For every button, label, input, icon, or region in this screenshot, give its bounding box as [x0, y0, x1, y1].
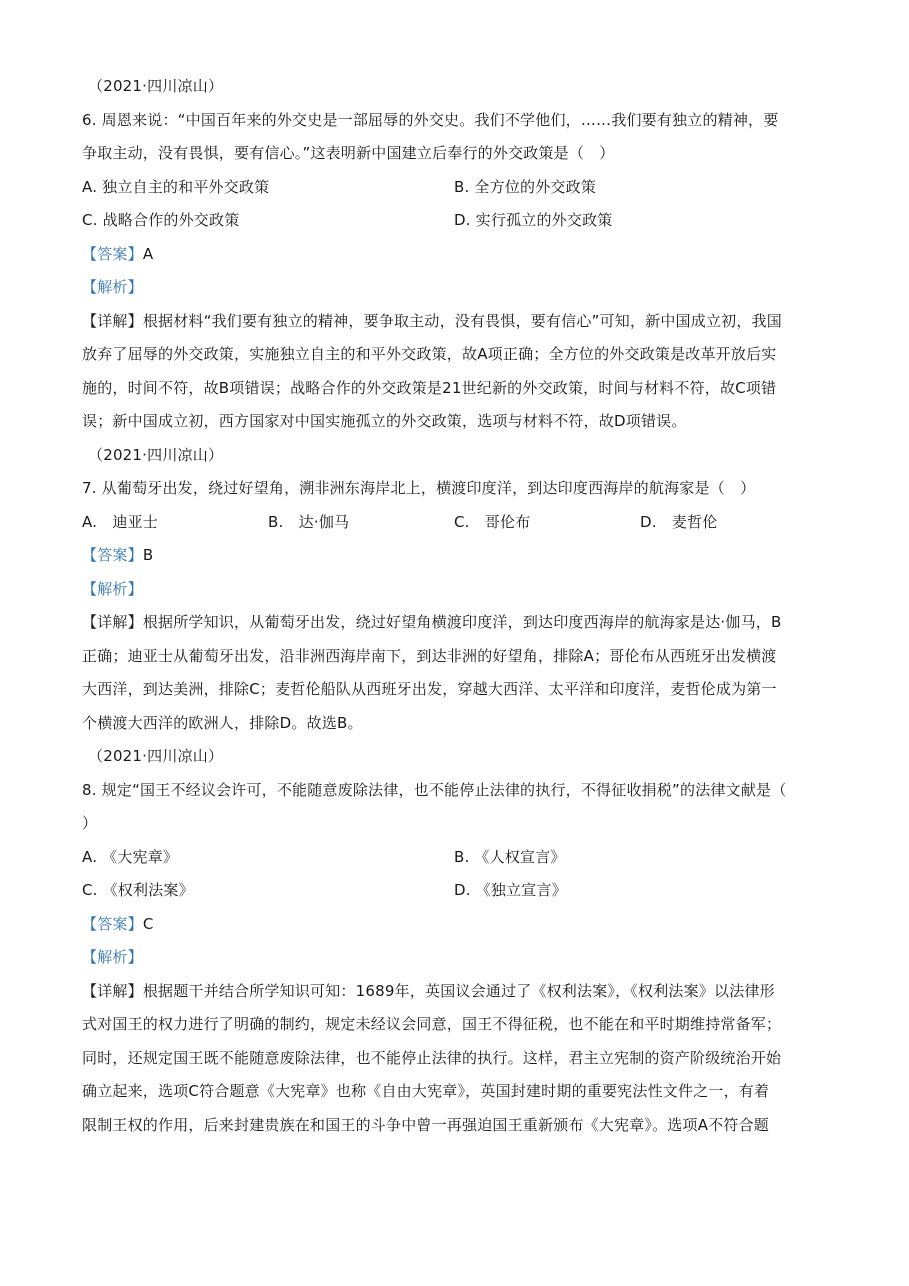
analysis-tag: 【解析】: [82, 278, 143, 296]
answer-tag: 【答案】: [82, 914, 143, 933]
question-stem: 8. 规定“国王不经议会许可，不能随意废除法律，也不能停止法律的执行，不得征收捐税”的法律文献是（: [82, 780, 787, 799]
answer-line: [82, 908, 832, 942]
analysis-tag: 【解析】: [82, 948, 143, 966]
option-row: [82, 874, 832, 908]
option-b: B. 全方位的外交政策: [454, 177, 597, 196]
question-stem: 争取主动，没有畏惧，要有信心。”这表明新中国建立后奉行的外交政策是（ ）: [82, 144, 615, 162]
question-source: （2021·四川凉山）: [88, 77, 224, 95]
option-a: A. 独立自主的和平外交政策: [82, 177, 270, 196]
detail-text: 施的，时间不符，故B项错误；战略合作的外交政策是21世纪新的外交政策，时间与材料不符，故C项错: [82, 378, 777, 397]
detail-tag: 【详解】: [82, 981, 143, 1000]
question-stem: ）: [82, 814, 98, 832]
detail-line: [82, 975, 832, 1009]
detail-text: 式对国王的权力进行了明确的制约，规定未经议会同意，国王不得征税，也不能在和平时期维持常备军；: [82, 1015, 782, 1033]
answer-tag: 【答案】: [82, 546, 143, 564]
detail-text: 误；新中国成立初，西方国家对中国实施孤立的外交政策，选项与材料不符，故D项错误。: [82, 412, 687, 430]
detail-text: 确立起来，选项C符合题意《大宪章》也称《自由大宪章》，英国封建时期的重要宪法性文件之一，有着: [82, 1082, 770, 1100]
option-a: A. 迪亚士: [82, 512, 158, 531]
detail-text: 限制王权的作用，后来封建贵族在和国王的斗争中曾一再强迫国王重新颁布《大宪章》。选项A不符合题: [82, 1115, 769, 1134]
option-row: [82, 841, 832, 875]
detail-text: 同时，还规定国王既不能随意废除法律，也不能停止法律的执行。这样，君主立宪制的资产阶级统治开始: [82, 1048, 782, 1067]
option-b: B. 达·伽马: [268, 512, 350, 531]
option-row: [82, 171, 832, 205]
question-source: （2021·四川凉山）: [88, 747, 224, 765]
answer-value: B: [142, 546, 154, 564]
option-a: A. 《大宪章》: [82, 847, 179, 866]
detail-text: 个横渡大西洋的欧洲人，排除D。故选B。: [82, 713, 363, 732]
detail-text: 根据材料“我们要有独立的精神，要争取主动，没有畏惧，要有信心”可知，新中国成立初，我国: [142, 311, 782, 330]
exam-page: [82, 70, 832, 1142]
detail-text: 根据所学知识，从葡萄牙出发，绕过好望角横渡印度洋，到达印度西海岸的航海家是达·伽马，B: [142, 613, 782, 631]
option-c: C. 哥伦布: [454, 512, 531, 531]
answer-value: A: [142, 244, 154, 263]
answer-line: [82, 539, 832, 573]
option-row: [82, 506, 832, 540]
detail-tag: 【详解】: [82, 613, 143, 631]
option-d: D. 《独立宣言》: [454, 881, 567, 899]
option-d: D. 麦哲伦: [640, 512, 718, 531]
answer-line: [82, 238, 832, 272]
detail-text: 正确；迪亚士从葡萄牙出发，沿非洲西海岸南下，到达非洲的好望角，排除A；哥伦布从西班牙出发横渡: [82, 646, 777, 665]
detail-text: 放弃了屈辱的外交政策，实施独立自主的和平外交政策，故A项正确；全方位的外交政策是改革开放后实: [82, 345, 777, 363]
analysis-tag: 【解析】: [82, 579, 143, 598]
option-b: B. 《人权宣言》: [454, 847, 566, 866]
question-source: （2021·四川凉山）: [88, 445, 224, 464]
option-c: C. 战略合作的外交政策: [82, 211, 240, 229]
detail-text: 根据题干并结合所学知识可知：1689年，英国议会通过了《权利法案》，《权利法案》以法律形: [142, 981, 775, 1000]
option-row: [82, 204, 832, 238]
option-c: C. 《权利法案》: [82, 881, 194, 899]
detail-text: 大西洋，到达美洲，排除C；麦哲伦船队从西班牙出发，穿越大西洋、太平洋和印度洋，麦哲伦成为第一: [82, 680, 777, 698]
question-stem: 6. 周恩来说：“中国百年来的外交史是一部屈辱的外交史。我们不学他们，……我们要有独立的精神，要: [82, 110, 779, 129]
option-d: D. 实行孤立的外交政策: [454, 211, 613, 229]
detail-line: [82, 305, 832, 339]
answer-tag: 【答案】: [82, 244, 143, 263]
question-stem: 7. 从葡萄牙出发，绕过好望角，溯非洲东海岸北上，横渡印度洋，到达印度西海岸的航海家是（ ）: [82, 479, 756, 497]
answer-value: C: [142, 914, 154, 933]
detail-tag: 【详解】: [82, 311, 143, 330]
detail-line: [82, 606, 832, 640]
